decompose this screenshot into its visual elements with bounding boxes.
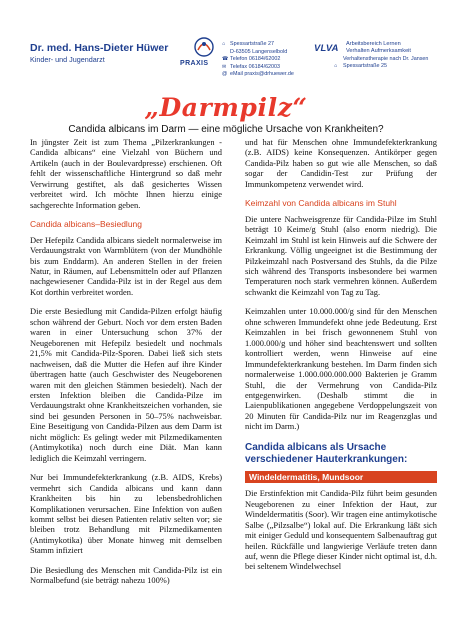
contact-phone: Telefon 06184/62002 (230, 56, 281, 63)
paragraph-besiedlung-1: Der Hefepilz Candida albicans siedelt normalerweise im Verdauungstrakt von Warmblütern (von der Mundhöhle bis zum Enddarm). An anderen Stellen in der freien Natur, in Räumen, auf Lebensmitteln oder auf Pflanzen nachgewiesener Candida-Pilz ist in der Regel aus dem Kot dorthin verbreitet worden. (30, 234, 222, 297)
intro-paragraph: In jüngster Zeit ist zum Thema „Pilzerkrankungen - Candida albicans“ eine Vielzahl von Büchern und Artikeln (auch in der Boulevardpresse) erschienen. Oft fehlt der wissenschaftliche Hintergrund so daß mehr Verwirrung gestiftet, als daß gesichertes Wissen verbreitet wird. Ich möchte Ihnen hierzu einige sachgerechte Information geben. (30, 137, 222, 210)
paragraph-antikoerper: und hat für Menschen ohne Immundefekterkrankung (z.B. AIDS) keine Konsequenzen. Antikörper gegen Candida-Pilz haben so gut wie alle Menschen, so daß sogar der Candidin-Test zur Prüfung der Immunkompetenz verwendet wird. (245, 137, 437, 189)
paragraph-normalbefund: Die Besiedlung des Menschen mit Candida-Pilz ist ein Normalbefund (sie beträgt nahezu 100%) (30, 564, 222, 586)
section-heading-keimzahl: Keimzahl von Candida albicans im Stuhl (245, 198, 397, 209)
contact-fax: Telefax 06184/62003 (230, 63, 281, 70)
contact-city: D-63505 Langenselbold (230, 48, 288, 55)
paragraph-keimzahl-2: Keimzahlen unter 10.000.000/g sind für den Menschen ohne schweren Immundefekt ohne jede Bedeutung. Erst Keimzahlen in bei frisch gewonnenem Stuhl von 1.000.000/g und höher sind beachtenswert und sollten kontrolliert werden, wenn Hinweise auf eine Immundefekterkrankung bestehen. Im Darm finden sich normalerweise 1.000.000.000.000 Bakterien je Gramm Stuhl, die der Vermehrung von Candida-Pilz entgegenwirken. (Deshalb stimmt die in Laienpublikationen angegebene Verdoppelungszeit von 20 Minuten für Candida-Pilz nur im Reagenzglas und nicht im Darm.) (245, 306, 437, 432)
doctor-name: Dr. med. Hans-Dieter Hüwer (30, 42, 169, 54)
section-heading-besiedlung: Candida albicans–Besiedlung (30, 219, 142, 230)
paragraph-besiedlung-2: Die erste Besiedlung mit Candida-Pilzen erfolgt häufig schon während der Geburt. Noch vor dem ersten Baden waren in einer Untersuchung schon 37% der Neugeborenen mit Hefepilz besiedelt und nochmals 21,5% mit Candida-Pilz-Sporen. Dabei ließ sich stets nachweisen, daß die Mutter die Hefen auf ihre Kinder übertragen hatte (auch Geschwister des Neugeborenen waren mit den gleichen Stämmen besiedelt). Nach der ersten Infektion bleiben die Candida-Pilze im Verdauungstrakt ohne Krankheitszeichen vorhanden, sie sind bei gesunden Personen in 50–75% nachweisbar. Eine Beseitigung von Candida-Pilzen aus dem Darm ist nicht möglich: Es gelingt weder mit Pilzmedikamenten (Antimykotika) noch durch eine Diät. Man kann lediglich die Keimzahl verringern. (30, 306, 222, 463)
house-icon: ⌂ (222, 41, 226, 47)
contact-block (222, 41, 294, 79)
house-icon: ⌂ (334, 63, 338, 70)
vlva-abbr: VLVA (314, 42, 339, 53)
doctor-specialty: Kinder- und Jugendarzt (30, 55, 105, 64)
paragraph-immundefekt: Nur bei Immundefekterkrankung (z.B. AIDS, Krebs) vermehrt sich Candida albicans und kann dann Krankheiten bis hin zu lebensbedrohlichen Komplikationen verursachen. Eine Infektion von außen kommt selbst bei diesen Patienten relativ selten vor; sie bleiben trotz Behandlung mit Pilzmedikamenten (Antimykotika) über Monate hinweg mit demselben Stamm infiziert (30, 472, 222, 556)
vlva-line-1: Arbeitsbereich Lernen (346, 41, 401, 47)
article-subtitle: Candida albicans im Darm — eine mögliche Ursache von Krankheiten? (68, 124, 384, 135)
left-column (30, 137, 222, 586)
paragraph-keimzahl-1: Die untere Nachweisgrenze für Candida-Pilze im Stuhl beträgt 10 Keime/g Stuhl (also enorm niedrig). Die Keimzahl im Stuhl ist kein Hinweis auf die Schwere der Erkrankung. Völlig ungeeignet ist die Bestimmung der Pilzkeimzahl nach Postversand des Stuhls, da die Pilze sich während des Transports insbesondere bei warmen Temperaturen noch stark vermehren können. Außerdem schwankt die Keimzahl von Tag zu Tag. (245, 213, 437, 297)
praxis-logo-icon (189, 36, 219, 60)
vlva-line-2: Verhalten Aufmerksamkeit (346, 48, 411, 55)
contact-email[interactable]: eMail praxis@drhuewer.de (230, 71, 294, 78)
section-heading-hauterkrankungen: Candida albicans als Ursache verschiedener Hauterkrankungen: (245, 441, 408, 465)
praxis-label: PRAXIS (180, 60, 209, 67)
subsection-heading-windeldermatitis: Windeldermatitis, Mundsoor (245, 471, 437, 483)
paragraph-windeldermatitis: Die Erstinfektion mit Candida-Pilz führt beim gesunden Neugeborenen zu einer Infektion der Haut, zur Windeldermatitis (Soor). Wir tragen eine antimykotische Salbe („Pilzsalbe“) lokal auf. Die Erkrankung läßt sich mit einiger Geduld und konsequentem Salbenauftrag gut heilen. Rückfälle und langwierige Verläufe treten dann auf, wenn die Pflege dieser Kinder nicht optimal ist, d.h. bei seltenem Windelwechsel (245, 488, 437, 572)
vlva-line-3: Verhaltenstherapie nach Dr. Jansen (343, 56, 429, 62)
article-title: „Darmpilz“ (144, 93, 308, 122)
right-column (245, 137, 437, 572)
phone-icon: ☎ (222, 56, 229, 63)
vlva-line-4: Spessartstraße 25 (343, 63, 388, 70)
fax-icon: ✉ (222, 63, 227, 70)
letterhead (0, 0, 452, 90)
email-icon: @ (222, 71, 228, 78)
contact-street: Spessartstraße 27 (230, 41, 275, 47)
